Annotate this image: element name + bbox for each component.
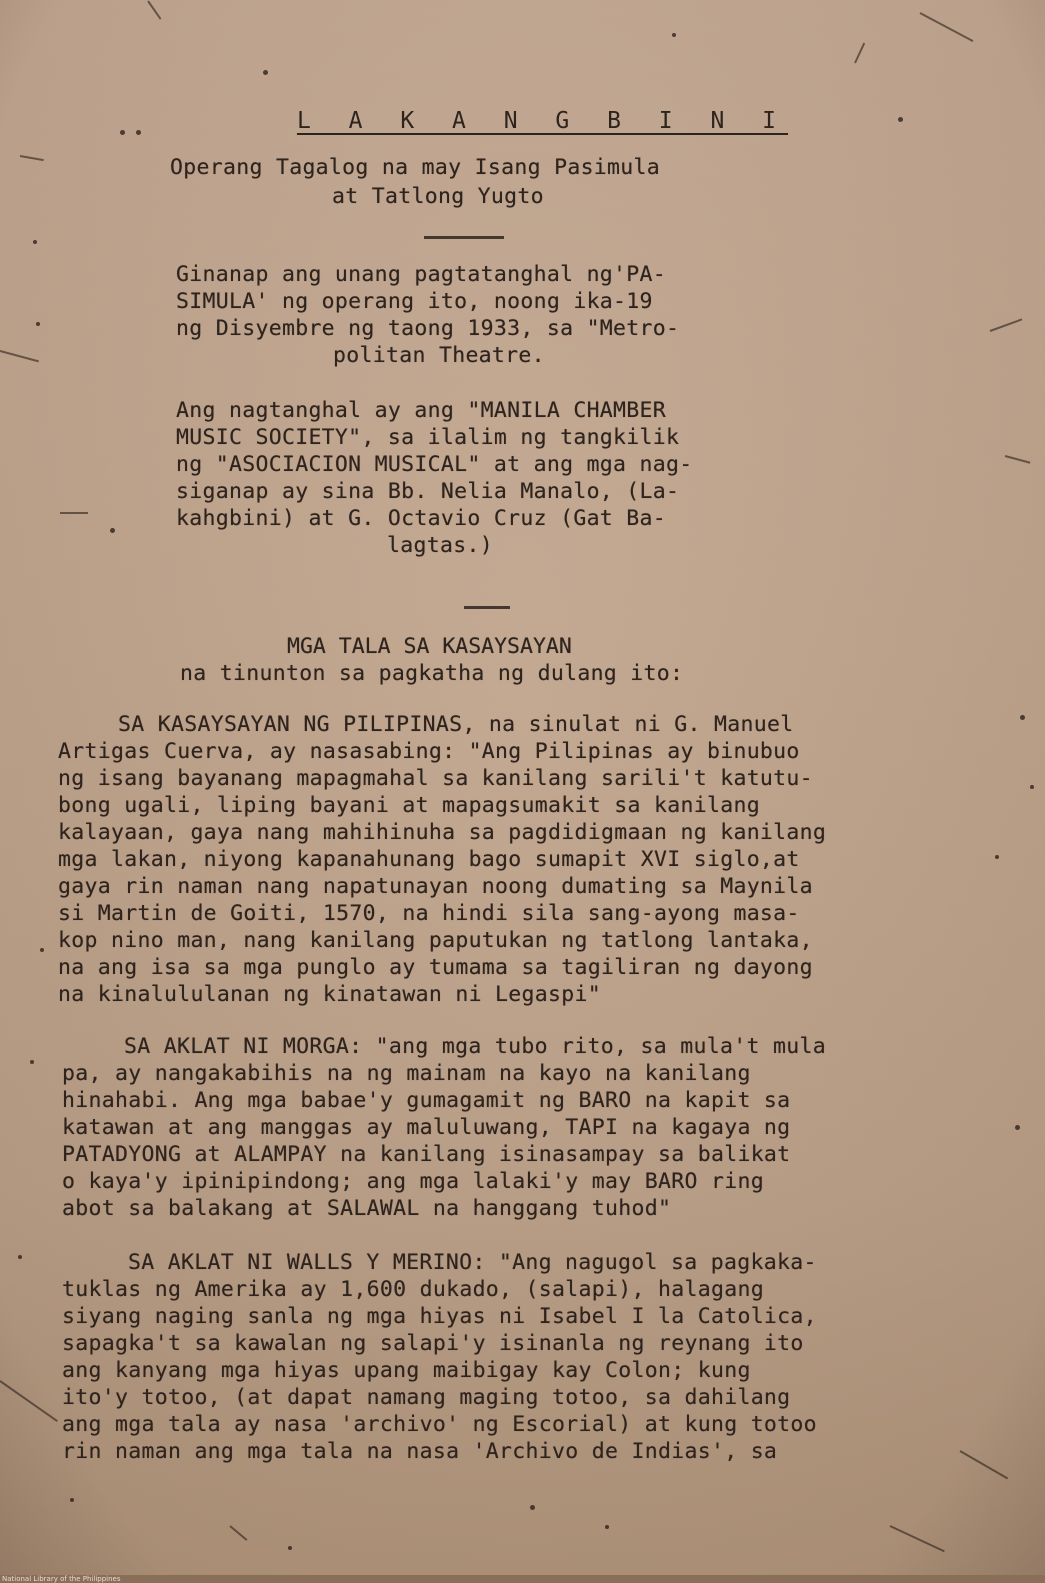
morga-paragraph-line: hinahabi. Ang mga babae'y gumagamit ng BARO na kapit sa: [62, 1088, 791, 1113]
ink-speck: [1015, 1125, 1020, 1130]
paper-scratch: [1005, 455, 1031, 464]
paper-scratch: [960, 1450, 1009, 1479]
ink-speck: [530, 1505, 535, 1510]
ink-speck: [136, 130, 141, 135]
ink-speck: [1030, 785, 1034, 789]
premiere-line: SIMULA' ng operang ito, noong ika-19: [176, 289, 653, 314]
paper-scratch: [0, 350, 39, 362]
history-paragraph-line: kop nino man, nang kanilang paputukan ng tatlong lantaka,: [58, 928, 813, 953]
ink-speck: [40, 948, 44, 952]
subtitle-line: Operang Tagalog na may Isang Pasimula: [170, 155, 661, 180]
history-paragraph-line: si Martin de Goiti, 1570, na hindi sila sang-ayong masa-: [58, 901, 800, 926]
morga-paragraph-line: o kaya'y ipinipindong; ang mga lalaki'y may BARO ring: [62, 1169, 764, 1194]
performers-line: siganap ay sina Bb. Nelia Manalo, (La-: [176, 479, 680, 504]
paper-scratch: [990, 318, 1023, 332]
ink-speck: [995, 855, 999, 859]
morga-paragraph-line: pa, ay nangakabihis na ng mainam na kayo na kanilang: [62, 1061, 751, 1086]
walls-paragraph-line: sapagka't sa kawalan ng salapi'y isinanla ng reynang ito: [62, 1331, 804, 1356]
performers-line: Ang nagtanghal ay ang "MANILA CHAMBER: [176, 398, 667, 423]
notes-subheading: na tinunton sa pagkatha ng dulang ito:: [180, 661, 684, 686]
ink-speck: [672, 33, 676, 37]
paper-scratch: [920, 12, 974, 42]
walls-paragraph-line: tuklas ng Amerika ay 1,600 dukado, (salapi), halagang: [62, 1277, 764, 1302]
morga-paragraph-line: PATADYONG at ALAMPAY na kanilang isinasampay sa balikat: [62, 1142, 791, 1167]
ink-speck: [263, 70, 268, 75]
paper-scratch: [147, 0, 161, 19]
walls-paragraph-line: ang mga tala ay nasa 'archivo' ng Escorial) at kung totoo: [62, 1412, 817, 1437]
performers-line: lagtas.): [387, 533, 493, 558]
ink-speck: [898, 117, 903, 122]
history-paragraph-line: na ang isa sa mga punglo ay tumama sa tagiliran ng dayong: [58, 955, 813, 980]
ink-speck: [36, 322, 40, 326]
morga-paragraph-line: abot sa balakang at SALAWAL na hanggang tuhod": [62, 1196, 672, 1221]
ink-speck: [288, 1546, 292, 1550]
premiere-line: politan Theatre.: [333, 343, 545, 368]
morga-paragraph-line: SA AKLAT NI MORGA: "ang mga tubo rito, sa mula't mula: [124, 1034, 826, 1059]
morga-paragraph-line: katawan at ang manggas ay maluluwang, TAPI na kagaya ng: [62, 1115, 791, 1140]
ink-speck: [70, 1498, 74, 1502]
premiere-line: ng Disyembre ng taong 1933, sa "Metro-: [176, 316, 680, 341]
ink-speck: [33, 240, 37, 244]
walls-paragraph-line: siyang naging sanla ng mga hiyas ni Isabel I la Catolica,: [62, 1304, 817, 1329]
history-paragraph-line: ng isang bayanang mapagmahal sa kanilang sarili't katutu-: [58, 766, 813, 791]
paper-scratch: [60, 512, 88, 514]
history-paragraph-line: SA KASAYSAYAN NG PILIPINAS, na sinulat ni G. Manuel: [118, 712, 794, 737]
walls-paragraph-line: rin naman ang mga tala na nasa 'Archivo de Indias', sa: [62, 1439, 778, 1464]
separator-rule: [464, 606, 510, 609]
opera-title: L A K A N G B I N I: [296, 108, 789, 134]
premiere-line: Ginanap ang unang pagtatanghal ng'PA-: [176, 262, 667, 287]
library-credit: National Library of the Philippines: [2, 1575, 121, 1583]
walls-paragraph-line: SA AKLAT NI WALLS Y MERINO: "Ang nagugol sa pagkaka-: [128, 1250, 817, 1275]
paper-scratch: [890, 1525, 945, 1552]
history-paragraph-line: gaya rin naman nang napatunayan noong dumating sa Maynila: [58, 874, 813, 899]
ink-speck: [110, 528, 115, 533]
history-paragraph-line: mga lakan, niyong kapanahunang bago sumapit XVI siglo,at: [58, 847, 800, 872]
ink-speck: [120, 130, 125, 135]
ink-speck: [30, 1060, 34, 1064]
walls-paragraph-line: ang kanyang mga hiyas upang maibigay kay Colon; kung: [62, 1358, 751, 1383]
notes-heading: MGA TALA SA KASAYSAYAN: [287, 634, 572, 659]
history-paragraph-line: kalayaan, gaya nang mahihinuha sa pagdidigmaan ng kanilang: [58, 820, 827, 845]
history-paragraph-line: bong ugali, liping bayani at mapagsumakit sa kanilang: [58, 793, 760, 818]
performers-line: MUSIC SOCIETY", sa ilalim ng tangkilik: [176, 425, 680, 450]
history-paragraph-line: Artigas Cuerva, ay nasasabing: "Ang Pilipinas ay binubuo: [58, 739, 800, 764]
paper-scratch: [229, 1525, 247, 1541]
performers-line: ng "ASOCIACION MUSICAL" at ang mga nag-: [176, 452, 693, 477]
paper-scratch: [0, 1380, 58, 1422]
ink-speck: [1020, 715, 1025, 720]
ink-speck: [605, 1525, 609, 1529]
paper-scratch: [854, 43, 865, 64]
history-paragraph-line: na kinalululanan ng kinatawan ni Legaspi": [58, 982, 602, 1007]
separator-rule: [424, 236, 504, 239]
walls-paragraph-line: ito'y totoo, (at dapat namang maging totoo, sa dahilang: [62, 1385, 791, 1410]
ink-speck: [18, 1255, 22, 1259]
paper-scratch: [20, 155, 44, 161]
subtitle-line: at Tatlong Yugto: [332, 184, 544, 209]
performers-line: kahgbini) at G. Octavio Cruz (Gat Ba-: [176, 506, 667, 531]
